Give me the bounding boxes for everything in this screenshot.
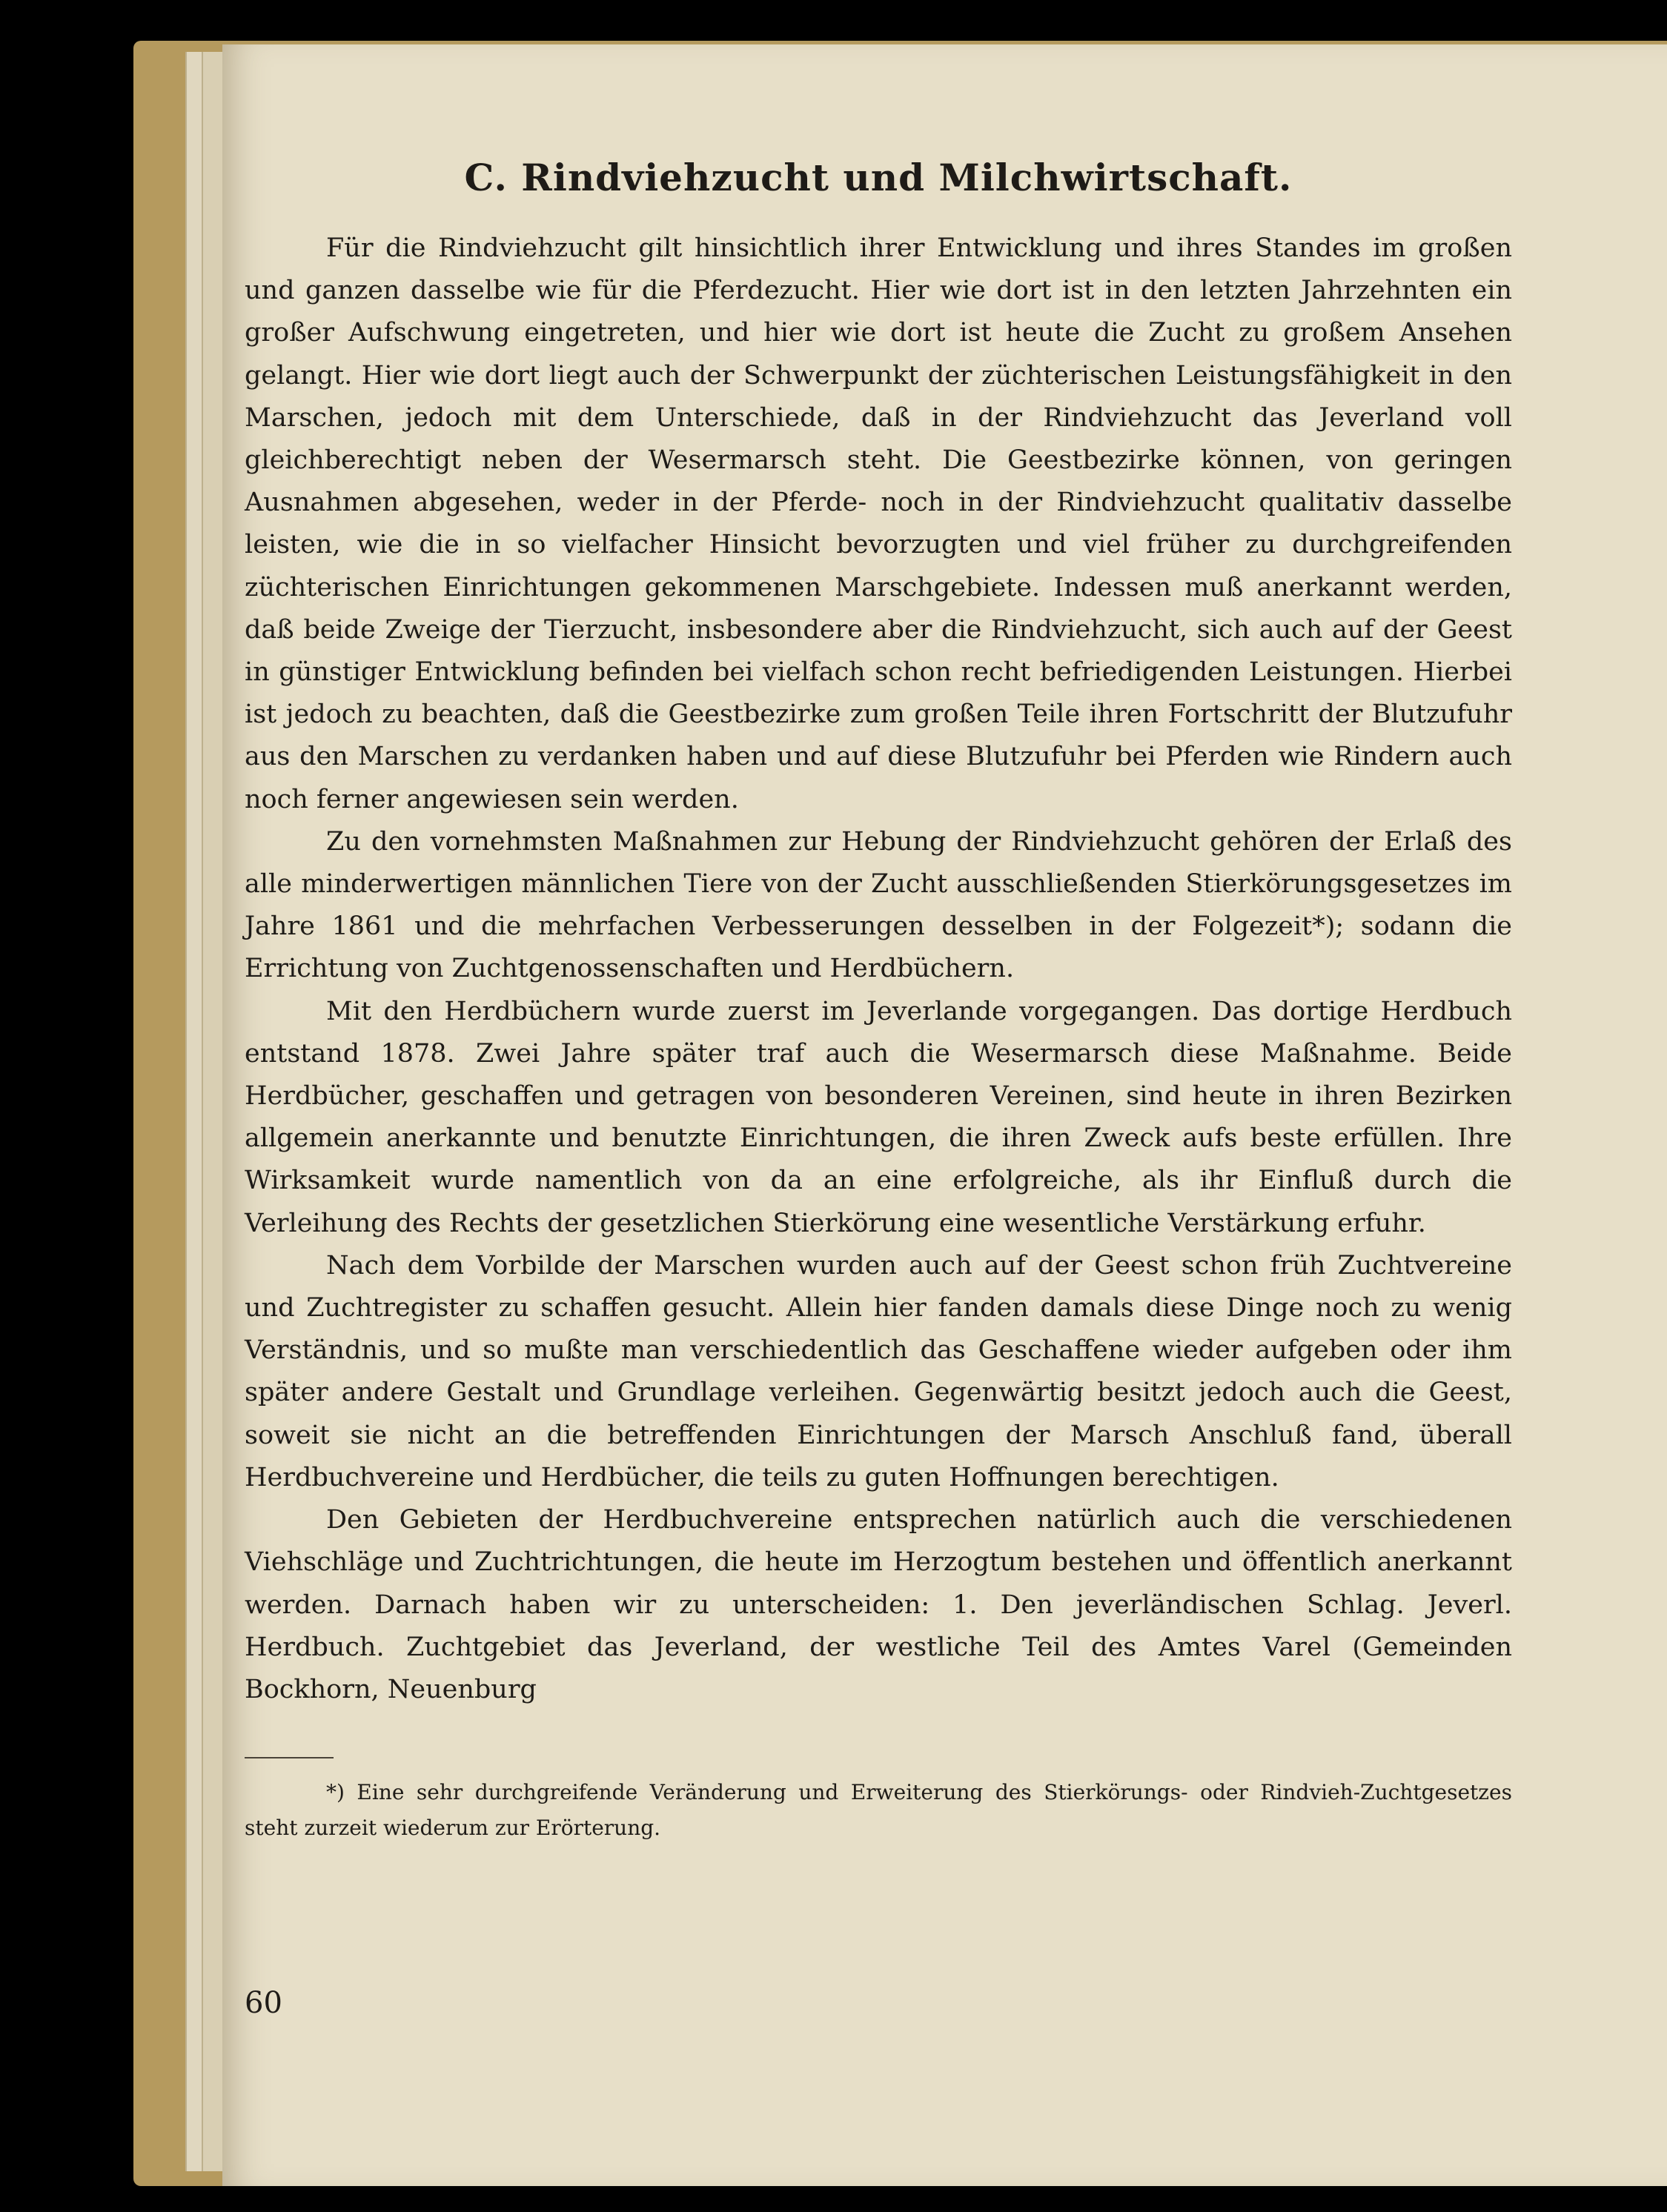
- paragraph: Den Gebieten der Herdbuchvereine entsprechen natürlich auch die verschiedenen Viehschläge und Zuchtrichtungen, die heute im Herzogtum bestehen und öffentlich anerkannt werden. Darnach haben wir zu unterscheiden: 1. Den jeverländischen Schlag. Jeverl. Herdbuch. Zuchtgebiet das Jeverland, der westliche Teil des Amtes Varel (Gemeinden Bockhorn, Neuenburg: [245, 1505, 1512, 1704]
- footnote: *) Eine sehr durchgreifende Veränderung und Erweiterung des Stierkörungs- oder Rindvieh-Zuchtgesetzes steht zurzeit wiederum zur Erörterung.: [245, 1780, 1512, 1841]
- paragraph: Mit den Herdbüchern wurde zuerst im Jeverlande vorgegangen. Das dortige Herdbuch entstand 1878. Zwei Jahre später traf auch die Wesermarsch diese Maßnahme. Beide Herdbücher, geschaffen und getragen von besonderen Vereinen, sind heute in ihren Bezirken allgemein anerkannte und benutzte Einrichtungen, die ihren Zweck aufs beste erfüllen. Ihre Wirksamkeit wurde namentlich von da an eine erfolgreiche, als ihr Einfluß durch die Verleihung des Rechts der gesetzlichen Stierkörung eine wesentliche Verstärkung erfuhr.: [245, 996, 1512, 1238]
- page-number: 60: [245, 1986, 282, 2020]
- paragraph: Zu den vornehmsten Maßnahmen zur Hebung der Rindviehzucht gehören der Erlaß des alle minderwertigen männlichen Tiere von der Zucht ausschließenden Stierkörungsgesetzes im Jahre 1861 und die mehrfachen Verbesserungen desselben in der Folgezeit*); sodann die Errichtung von Zuchtgenossenschaften und Herdbüchern.: [245, 826, 1512, 984]
- paragraph: Für die Rindviehzucht gilt hinsichtlich ihrer Entwicklung und ihres Standes im großen und ganzen dasselbe wie für die Pferdezucht. Hier wie dort ist in den letzten Jahrzehnten ein großer Aufschwung eingetreten, und hier wie dort ist heute die Zucht zu großem Ansehen gelangt. Hier wie dort liegt auch der Schwerpunkt der züchterischen Leistungsfähigkeit in den Marschen, jedoch mit dem Unterschiede, daß in der Rindviehzucht das Jeverland voll gleichberechtigt neben der Wesermarsch steht. Die Geestbezirke können, von geringen Ausnahmen abgesehen, weder in der Pferde- noch in der Rindviehzucht qualitativ dasselbe leisten, wie die in so vielfacher Hinsicht bevorzugten und viel früher zu durchgreifenden züchterischen Einrichtungen gekommenen Marschgebiete. Indessen muß anerkannt werden, daß beide Zweige der Tierzucht, insbesondere aber die Rindviehzucht, sich auch auf der Geest in günstiger Entwicklung befinden bei vielfach schon recht befriedigenden Leistungen. Hierbei ist jedoch zu beachten, daß die Geestbezirke zum großen Teile ihren Fortschritt der Blutzufuhr aus den Marschen zu verdanken haben und auf diese Blutzufuhr bei Pferden wie Rindern auch noch ferner angewiesen sein werden.: [245, 233, 1512, 814]
- paragraph: Nach dem Vorbilde der Marschen wurden auch auf der Geest schon früh Zuchtvereine und Zuchtregister zu schaffen gesucht. Allein hier fanden damals diese Dinge noch zu wenig Verständnis, und so mußte man verschiedentlich das Geschaffene wieder aufgeben oder ihm später andere Gestalt und Grundlage verleihen. Gegenwärtig besitzt jedoch auch die Geest, soweit sie nicht an die betreffenden Einrichtungen der Marsch Anschluß fand, überall Herdbuchvereine und Herdbücher, die teils zu guten Hoffnungen berechtigen.: [245, 1250, 1512, 1492]
- page-edge: [202, 52, 224, 2171]
- footnote-divider: [245, 1757, 334, 1758]
- section-heading: C. Rindviehzucht und Milchwirtschaft.: [464, 156, 1293, 199]
- page-content: [245, 156, 1512, 1846]
